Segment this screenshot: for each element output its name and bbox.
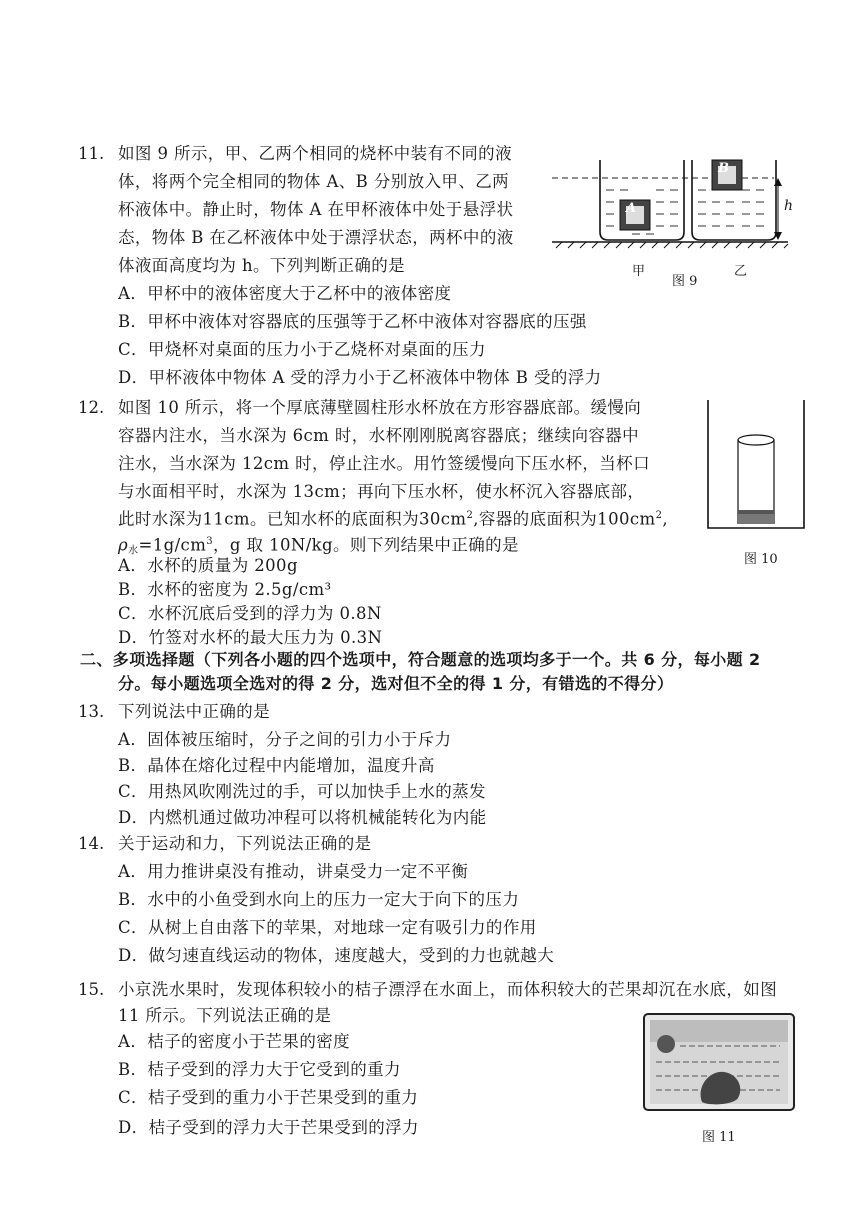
q13-option-b: B．晶体在熔化过程中内能增加，温度升高 [118, 756, 435, 775]
figure-9-label-b: B [718, 161, 729, 176]
q12-option-c: C．水杯沉底后受到的浮力为 0.8N [118, 604, 382, 623]
q12-line5-mid: ,容器的底面积为100cm [473, 509, 656, 529]
section-2-heading-line2: 分。每小题选项全选对的得 2 分，选对但不全的得 1 分，有错选的不得分） [118, 674, 674, 693]
q14-number: 14. [78, 834, 105, 853]
q15-option-b: B．桔子受到的浮力大于它受到的重力 [118, 1060, 401, 1079]
q12-stem-line3: 注水，当水深为 12cm 时，停止注水。用竹签缓慢向下压水杯，当杯口 [118, 454, 650, 473]
q15-option-a: A．桔子的密度小于芒果的密度 [118, 1032, 351, 1051]
figure-9-caption: 图 9 [672, 274, 698, 289]
q14-option-c: C．从树上自由落下的苹果，对地球一定有吸引力的作用 [118, 918, 537, 937]
figure-9-label-h: h [784, 198, 794, 214]
q12-sup-cm2-b: 2 [655, 510, 663, 521]
q14-option-a: A．用力推讲桌没有推动，讲桌受力一定不平衡 [118, 862, 469, 881]
q12-line5-prefix: 此时水深为11cm。已知水杯的底面积为30cm [118, 509, 467, 529]
q12-density: =1g/cm [138, 535, 207, 555]
q12-stem-line1: 如图 10 所示，将一个厚底薄壁圆柱形水杯放在方形容器底部。缓慢向 [118, 398, 642, 417]
q11-stem-line1: 如图 9 所示，甲、乙两个相同的烧杯中装有不同的液 [118, 144, 512, 163]
figure-9-label-yi: 乙 [734, 264, 748, 279]
q11-stem-line2: 体，将两个完全相同的物体 A、B 分别放入甲、乙两 [118, 172, 510, 191]
q13-number: 13. [78, 702, 105, 721]
q11-option-a: A．甲杯中的液体密度大于乙杯中的液体密度 [118, 284, 452, 303]
q12-line5-end: , [662, 509, 668, 529]
q13-option-d: D．内燃机通过做功冲程可以将机械能转化为内能 [118, 808, 487, 827]
q12-option-a: A．水杯的质量为 200g [118, 556, 298, 575]
q12-rho-sub: 水 [128, 545, 139, 557]
q11-number: 11. [78, 144, 105, 163]
q12-option-b: B．水杯的密度为 2.5g/cm³ [118, 580, 332, 599]
q11-option-b: B．甲杯中液体对容器底的压强等于乙杯中液体对容器底的压强 [118, 312, 587, 331]
q13-stem: 下列说法中正确的是 [118, 702, 271, 721]
q12-option-d: D．竹签对水杯的最大压力为 0.3N [118, 628, 383, 647]
q13-option-a: A．固体被压缩时，分子之间的引力小于斥力 [118, 730, 452, 749]
figure-11-basin [640, 1010, 800, 1116]
q14-stem: 关于运动和力，下列说法正确的是 [118, 834, 372, 853]
q11-stem-line5: 体液面高度均为 h。下列判断正确的是 [118, 256, 406, 275]
q15-stem-line1: 小京洗水果时，发现体积较小的桔子漂浮在水面上，而体积较大的芒果却沉在水底，如图 [118, 980, 778, 999]
q12-sup-cm2-a: 2 [466, 510, 474, 521]
q15-option-d: D．桔子受到的浮力大于芒果受到的浮力 [118, 1118, 419, 1137]
q11-option-c: C．甲烧杯对桌面的压力小于乙烧杯对桌面的压力 [118, 340, 486, 359]
q14-option-d: D．做匀速直线运动的物体，速度越大，受到的力也就越大 [118, 946, 555, 965]
q11-option-d: D．甲杯液体中物体 A 受的浮力小于乙杯液体中物体 B 受的浮力 [118, 368, 602, 387]
figure-9-label-a: A [626, 201, 637, 216]
q15-number: 15. [78, 980, 105, 999]
q15-stem-line2: 11 所示。下列说法正确的是 [118, 1006, 332, 1025]
q14-option-b: B．水中的小鱼受到水向上的压力一定大于向下的压力 [118, 890, 520, 909]
q12-number: 12. [78, 398, 105, 417]
q15-option-c: C．桔子受到的重力小于芒果受到的重力 [118, 1088, 419, 1107]
q12-stem-line4: 与水面相平时，水深为 13cm；再向下压水杯，使水杯沉入容器底部， [118, 482, 645, 501]
figure-10-container [700, 398, 812, 538]
figure-11-caption: 图 11 [702, 1130, 736, 1145]
q12-line6-tail: ，g 取 10N/kg。则下列结果中正确的是 [213, 535, 519, 555]
q13-option-c: C．用热风吹刚洗过的手，可以加快手上水的蒸发 [118, 782, 486, 801]
figure-9-beakers [552, 150, 792, 290]
section-2-heading-line1: 二、多项选择题（下列各小题的四个选项中，符合题意的选项均多于一个。共 6 分，每小题 2 [80, 650, 761, 669]
q12-stem-line2: 容器内注水，当水深为 6cm 时，水杯刚刚脱离容器底；继续向容器中 [118, 426, 640, 445]
q12-stem-line5 [118, 504, 668, 532]
q11-stem-line3: 杯液体中。静止时，物体 A 在甲杯液体中处于悬浮状 [118, 200, 514, 219]
q12-sup-cm3: 3 [206, 536, 214, 547]
q12-rho: ρ [118, 535, 129, 555]
q11-stem-line4: 态，物体 B 在乙杯液体中处于漂浮状态，两杯中的液 [118, 228, 514, 247]
figure-10-caption: 图 10 [744, 552, 778, 567]
figure-9-label-jia: 甲 [632, 264, 646, 279]
